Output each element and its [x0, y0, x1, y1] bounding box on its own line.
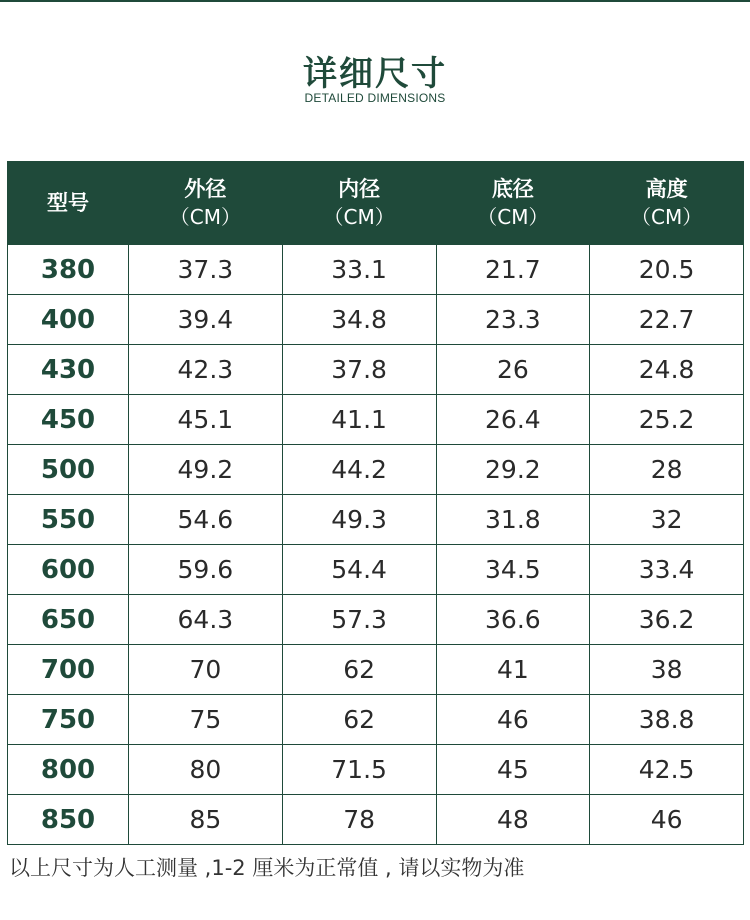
table-row: [8, 645, 744, 695]
table-row: [8, 445, 744, 495]
model-cell: 430: [8, 345, 129, 395]
outer-diameter-cell: 80: [129, 745, 283, 795]
model-cell: 750: [8, 695, 129, 745]
height-cell: 32: [590, 495, 744, 545]
inner-diameter-cell: 49.3: [282, 495, 436, 545]
height-cell: 38.8: [590, 695, 744, 745]
table-row: [8, 745, 744, 795]
model-cell: 850: [8, 795, 129, 845]
bottom-diameter-cell: 48: [436, 795, 590, 845]
height-cell: 24.8: [590, 345, 744, 395]
column-header-label: 外径: [184, 177, 227, 201]
outer-diameter-cell: 39.4: [129, 295, 283, 345]
outer-diameter-cell: 85: [129, 795, 283, 845]
table-row: [8, 395, 744, 445]
column-header-bottom-diameter: [436, 162, 590, 245]
outer-diameter-cell: 45.1: [129, 395, 283, 445]
height-cell: 20.5: [590, 245, 744, 295]
model-cell: 400: [8, 295, 129, 345]
bottom-diameter-cell: 41: [436, 645, 590, 695]
height-cell: 38: [590, 645, 744, 695]
height-cell: 46: [590, 795, 744, 845]
inner-diameter-cell: 41.1: [282, 395, 436, 445]
bottom-diameter-cell: 26.4: [436, 395, 590, 445]
table-row: [8, 245, 744, 295]
model-cell: 800: [8, 745, 129, 795]
table-body: [8, 245, 744, 845]
model-cell: 500: [8, 445, 129, 495]
column-header-unit: （CM）: [169, 205, 241, 229]
height-cell: 28: [590, 445, 744, 495]
outer-diameter-cell: 70: [129, 645, 283, 695]
inner-diameter-cell: 62: [282, 695, 436, 745]
outer-diameter-cell: 49.2: [129, 445, 283, 495]
height-cell: 36.2: [590, 595, 744, 645]
column-header-label: 高度: [645, 177, 688, 201]
dimensions-table: [7, 161, 744, 845]
inner-diameter-cell: 71.5: [282, 745, 436, 795]
inner-diameter-cell: 44.2: [282, 445, 436, 495]
outer-diameter-cell: 37.3: [129, 245, 283, 295]
table-row: [8, 295, 744, 345]
inner-diameter-cell: 78: [282, 795, 436, 845]
top-divider-line: [0, 0, 750, 2]
inner-diameter-cell: 57.3: [282, 595, 436, 645]
bottom-diameter-cell: 46: [436, 695, 590, 745]
column-header-label: 型号: [47, 191, 89, 215]
model-cell: 600: [8, 545, 129, 595]
model-cell: 380: [8, 245, 129, 295]
outer-diameter-cell: 42.3: [129, 345, 283, 395]
column-header-label: 内径: [338, 177, 381, 201]
column-header-height: [590, 162, 744, 245]
bottom-diameter-cell: 26: [436, 345, 590, 395]
model-cell: 550: [8, 495, 129, 545]
column-header-outer-diameter: [129, 162, 283, 245]
height-cell: 22.7: [590, 295, 744, 345]
outer-diameter-cell: 64.3: [129, 595, 283, 645]
outer-diameter-cell: 54.6: [129, 495, 283, 545]
page-title: 详细尺寸: [303, 54, 447, 94]
inner-diameter-cell: 34.8: [282, 295, 436, 345]
inner-diameter-cell: 54.4: [282, 545, 436, 595]
bottom-diameter-cell: 31.8: [436, 495, 590, 545]
page-subtitle: DETAILED DIMENSIONS: [304, 91, 446, 105]
model-cell: 450: [8, 395, 129, 445]
bottom-diameter-cell: 34.5: [436, 545, 590, 595]
height-cell: 42.5: [590, 745, 744, 795]
table-row: [8, 345, 744, 395]
outer-diameter-cell: 59.6: [129, 545, 283, 595]
table-row: [8, 795, 744, 845]
column-header-label: 底径: [491, 177, 534, 201]
bottom-diameter-cell: 45: [436, 745, 590, 795]
model-cell: 700: [8, 645, 129, 695]
table-row: [8, 595, 744, 645]
column-header-model: [8, 162, 129, 245]
table-row: [8, 695, 744, 745]
table-header-row: [8, 162, 744, 245]
inner-diameter-cell: 33.1: [282, 245, 436, 295]
bottom-diameter-cell: 23.3: [436, 295, 590, 345]
table-row: [8, 495, 744, 545]
outer-diameter-cell: 75: [129, 695, 283, 745]
model-cell: 650: [8, 595, 129, 645]
height-cell: 25.2: [590, 395, 744, 445]
bottom-diameter-cell: 29.2: [436, 445, 590, 495]
column-header-unit: （CM）: [631, 205, 703, 229]
table-row: [8, 545, 744, 595]
column-header-unit: （CM）: [323, 205, 395, 229]
inner-diameter-cell: 37.8: [282, 345, 436, 395]
inner-diameter-cell: 62: [282, 645, 436, 695]
height-cell: 33.4: [590, 545, 744, 595]
bottom-diameter-cell: 21.7: [436, 245, 590, 295]
footer-note: 以上尺寸为人工测量 ,1-2 厘米为正常值 , 请以实物为准: [9, 856, 525, 880]
column-header-unit: （CM）: [477, 205, 549, 229]
column-header-inner-diameter: [282, 162, 436, 245]
bottom-diameter-cell: 36.6: [436, 595, 590, 645]
